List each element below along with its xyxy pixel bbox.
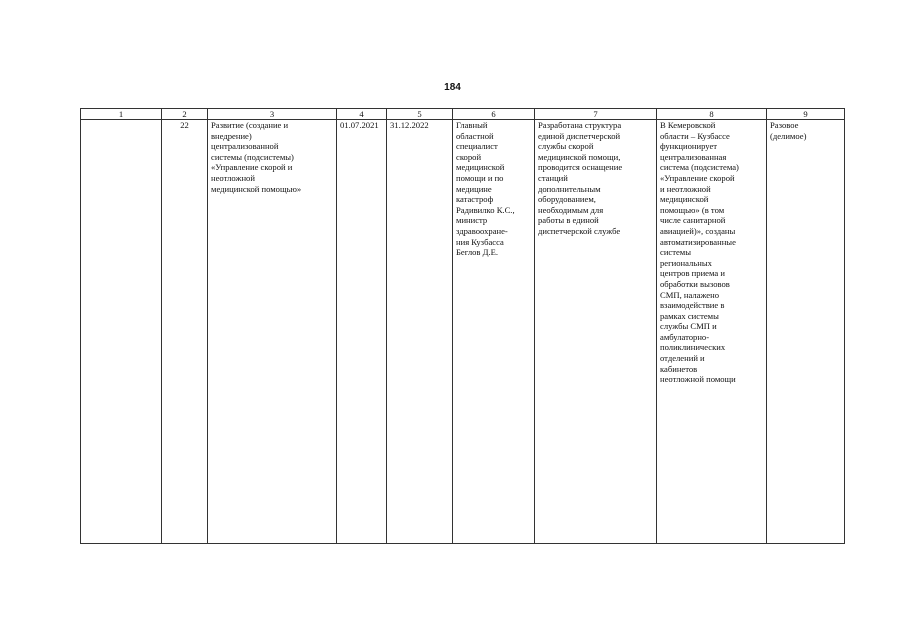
table-row: [81, 120, 845, 544]
cell-event-name: Развитие (создание и внедрение) централизованной системы (подсистемы) «Управление скорой и неотложной медицинской помощью»: [208, 120, 337, 544]
cell-responsible: Главный областной специалист скорой медицинской помощи и по медицине катастроф Радивилко К.С., министр здравоохране- ния Кузбасса Беглов Д.Е.: [453, 120, 535, 544]
header-col-8: 8: [657, 109, 767, 120]
cell-result-progress: Разработана структура единой диспетчерской службы скорой медицинской помощи, проводится оснащение станций дополнительным оборудованием, необходимым для работы в единой диспетчерской службе: [535, 120, 657, 544]
header-col-3: 3: [208, 109, 337, 120]
header-row: [81, 109, 845, 120]
header-col-1: 1: [81, 109, 162, 120]
cell-result-outcome: В Кемеровской области – Кузбассе функционирует централизованная система (подсистема) «Управление скорой и неотложной медицинской помощью» (в том числе санитарной авиацией)», созданы автоматизированные системы региональных центров приема и обработки вызовов СМП, налажено взаимодействие в рамках системы службы СМП и амбулаторно- поликлинических отделений и кабинетов неотложной помощи: [657, 120, 767, 544]
header-col-5: 5: [387, 109, 453, 120]
header-col-4: 4: [337, 109, 387, 120]
cell-type: Разовое (делимое): [767, 120, 845, 544]
page-number: 184: [444, 82, 461, 93]
cell-start-date: 01.07.2021: [337, 120, 387, 544]
header-col-9: 9: [767, 109, 845, 120]
header-col-6: 6: [453, 109, 535, 120]
cell-row-number: 22: [162, 120, 208, 544]
header-col-2: 2: [162, 109, 208, 120]
document-table: [80, 108, 845, 544]
cell-col-1: [81, 120, 162, 544]
header-col-7: 7: [535, 109, 657, 120]
cell-end-date: 31.12.2022: [387, 120, 453, 544]
